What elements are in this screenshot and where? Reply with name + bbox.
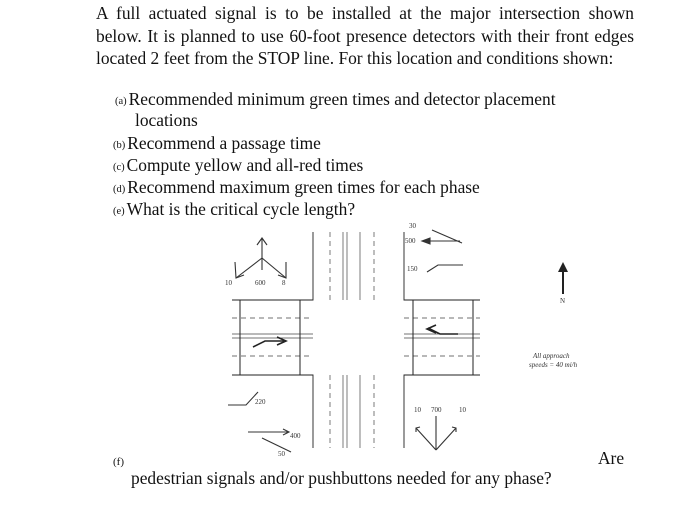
north-label: N (560, 297, 566, 305)
north-arrow-icon (558, 262, 568, 294)
item-f-are: Are (598, 448, 625, 468)
problem-intro: A full actuated signal is to be installed at the major intersection shown below. It is planned to use 60-foot presence detectors with their front edges located 2 feet from the STOP line. For this location and conditions shown: (96, 3, 634, 69)
nb-arrows-icon (235, 238, 286, 278)
item-f-tag: (f) (113, 456, 124, 468)
item-e-text: What is the critical cycle length? (126, 199, 356, 219)
vol-nb-right: 8 (282, 279, 286, 287)
vol-nb-through: 600 (255, 279, 266, 287)
speed-note-line1: All approach (533, 352, 570, 360)
vol-eb-top: 30 (409, 222, 416, 230)
vol-wb-top: 220 (255, 398, 266, 406)
vol-nb-left: 10 (225, 279, 232, 287)
item-b-tag: (b) (113, 140, 126, 151)
vol-sb-left: 10 (414, 406, 421, 414)
stop-lines (240, 300, 473, 375)
item-a-tag: (a) (115, 96, 127, 107)
vol-sb-through: 700 (431, 406, 442, 414)
item-c-tag: (c) (113, 162, 125, 173)
vol-wb-low: 50 (278, 450, 285, 458)
sb-arrows-icon (416, 416, 456, 450)
item-f-text: pedestrian signals and/or pushbuttons needed for any phase? (131, 468, 552, 488)
vol-eb-mid: 500 (405, 237, 416, 245)
item-d-text: Recommend maximum green times for each phase (127, 177, 480, 197)
item-b-text: Recommend a passage time (127, 133, 321, 153)
item-c-text: Compute yellow and all-red times (126, 155, 364, 175)
item-d-tag: (d) (113, 184, 126, 195)
speed-note-line2: speeds = 40 mi/h (529, 361, 578, 369)
item-a-text: Recommended minimum green times and detector placement (128, 89, 556, 109)
turn-arrows-icon (253, 325, 458, 347)
vol-wb-mid: 400 (290, 432, 301, 440)
vol-eb-low: 150 (407, 265, 418, 273)
vol-sb-right: 10 (459, 406, 466, 414)
eb-arrows-icon (422, 230, 463, 272)
item-e-tag: (e) (113, 206, 125, 217)
item-a-continuation: locations (135, 110, 198, 130)
